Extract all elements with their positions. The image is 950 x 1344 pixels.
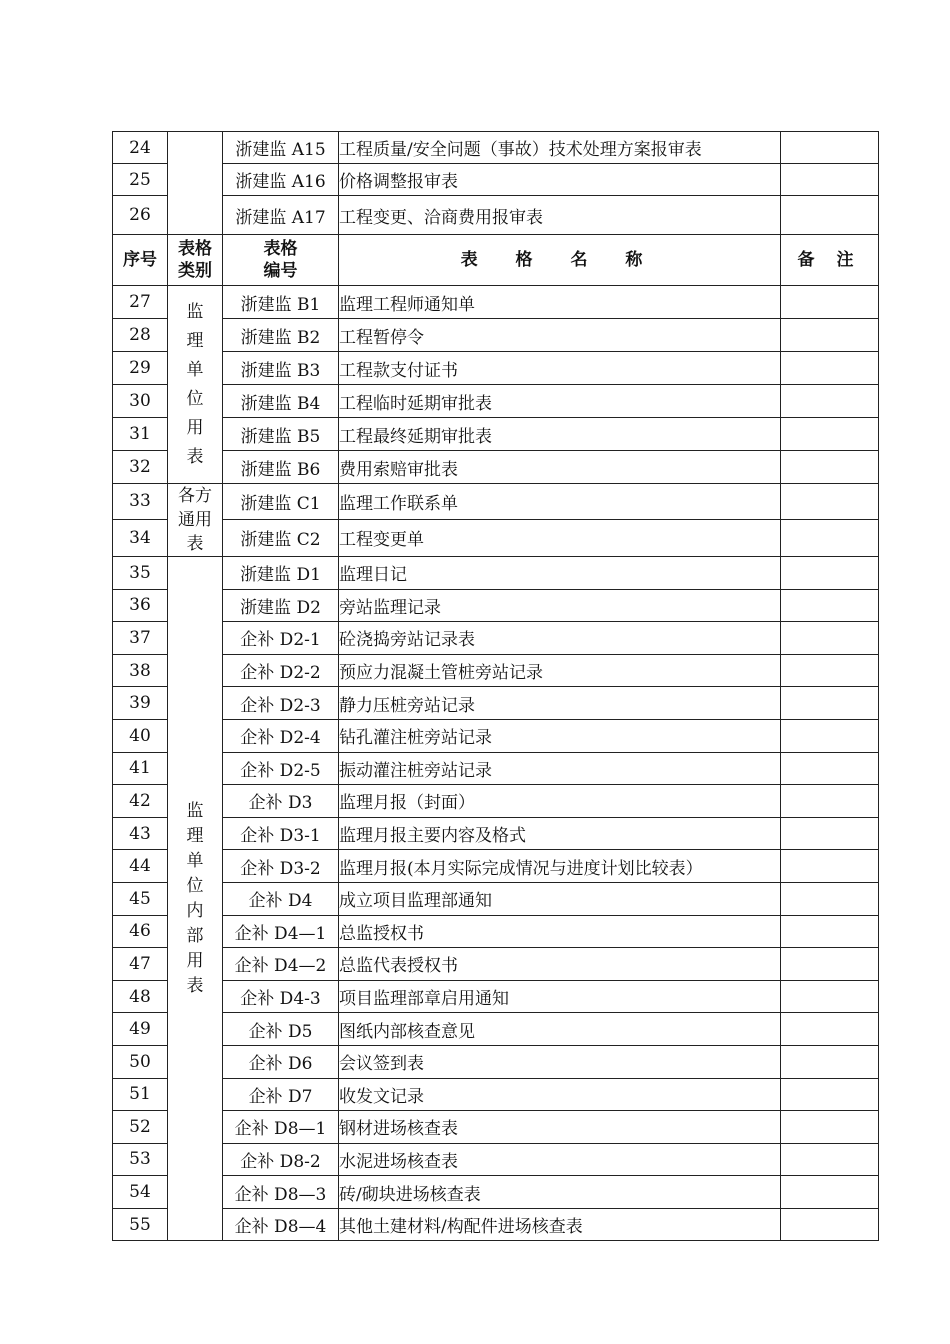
remark-cell (781, 589, 879, 622)
table-row (113, 385, 879, 418)
seq-cell: 48 (113, 980, 168, 1013)
table-row (113, 519, 879, 556)
category-label: 各方通用表 (177, 486, 212, 554)
remark-cell (781, 319, 879, 352)
remark-cell (781, 286, 879, 319)
table-row (113, 915, 879, 948)
header-code: 表格编号 (223, 235, 339, 286)
seq-cell: 43 (113, 817, 168, 850)
name-cell: 工程暂停令 (339, 319, 781, 352)
code-cell: 浙建监 D2 (223, 589, 339, 622)
remark-cell (781, 817, 879, 850)
code-cell: 企补 D3 (223, 785, 339, 818)
name-cell: 旁站监理记录 (339, 589, 781, 622)
remark-cell (781, 164, 879, 196)
category-label: 监理单位内部用表 (186, 800, 204, 996)
name-cell: 费用索赔审批表 (339, 451, 781, 484)
seq-cell: 34 (113, 519, 168, 556)
seq-cell: 26 (113, 196, 168, 235)
remark-cell (781, 915, 879, 948)
seq-cell: 47 (113, 948, 168, 981)
seq-cell: 41 (113, 752, 168, 785)
remark-cell (781, 557, 879, 590)
code-cell: 企补 D4 (223, 882, 339, 915)
table-row (113, 1045, 879, 1078)
table-header-row (113, 235, 879, 286)
remark-cell (781, 654, 879, 687)
code-cell: 企补 D2-3 (223, 687, 339, 720)
seq-cell: 31 (113, 418, 168, 451)
name-cell: 监理月报(本月实际完成情况与进度计划比较表） (339, 850, 781, 883)
code-cell: 企补 D3-2 (223, 850, 339, 883)
table-row (113, 352, 879, 385)
seq-cell: 37 (113, 622, 168, 655)
remark-cell (781, 1013, 879, 1046)
seq-cell: 49 (113, 1013, 168, 1046)
seq-cell: 40 (113, 719, 168, 752)
remark-cell (781, 132, 879, 164)
name-cell: 价格调整报审表 (339, 164, 781, 196)
remark-cell (781, 484, 879, 520)
name-cell: 其他土建材料/构配件进场核查表 (339, 1208, 781, 1241)
table-row (113, 164, 879, 196)
table-row (113, 882, 879, 915)
seq-cell: 38 (113, 654, 168, 687)
table-row (113, 1176, 879, 1209)
code-cell: 企补 D8—4 (223, 1208, 339, 1241)
code-cell: 浙建监 B2 (223, 319, 339, 352)
remark-cell (781, 785, 879, 818)
seq-cell: 36 (113, 589, 168, 622)
table-row (113, 557, 879, 590)
table-row (113, 752, 879, 785)
remark-cell (781, 882, 879, 915)
name-cell: 会议签到表 (339, 1045, 781, 1078)
name-cell: 监理月报主要内容及格式 (339, 817, 781, 850)
code-cell: 浙建监 B5 (223, 418, 339, 451)
name-cell: 图纸内部核查意见 (339, 1013, 781, 1046)
code-cell: 企补 D4—1 (223, 915, 339, 948)
category-cell-empty (168, 132, 223, 235)
code-cell: 浙建监 D1 (223, 557, 339, 590)
remark-cell (781, 352, 879, 385)
remark-cell (781, 385, 879, 418)
table-row (113, 589, 879, 622)
code-cell: 浙建监 B1 (223, 286, 339, 319)
table-row (113, 1208, 879, 1241)
seq-cell: 27 (113, 286, 168, 319)
table-row (113, 687, 879, 720)
name-cell: 总监代表授权书 (339, 948, 781, 981)
header-seq: 序号 (113, 235, 168, 286)
table-row (113, 622, 879, 655)
table-row (113, 451, 879, 484)
table-row (113, 319, 879, 352)
table-row (113, 948, 879, 981)
name-cell: 监理日记 (339, 557, 781, 590)
table-row (113, 850, 879, 883)
remark-cell (781, 980, 879, 1013)
name-cell: 钢材进场核查表 (339, 1111, 781, 1144)
seq-cell: 52 (113, 1111, 168, 1144)
remark-cell (781, 622, 879, 655)
table-row (113, 1143, 879, 1176)
table-row (113, 785, 879, 818)
remark-cell (781, 752, 879, 785)
code-cell: 企补 D8—1 (223, 1111, 339, 1144)
seq-cell: 54 (113, 1176, 168, 1209)
table-row (113, 132, 879, 164)
remark-cell (781, 1143, 879, 1176)
name-cell: 工程最终延期审批表 (339, 418, 781, 451)
code-cell: 企补 D5 (223, 1013, 339, 1046)
seq-cell: 45 (113, 882, 168, 915)
name-cell: 项目监理部章启用通知 (339, 980, 781, 1013)
seq-cell: 24 (113, 132, 168, 164)
seq-cell: 46 (113, 915, 168, 948)
code-cell: 企补 D8-2 (223, 1143, 339, 1176)
remark-cell (781, 519, 879, 556)
remark-cell (781, 1111, 879, 1144)
code-cell: 浙建监 C2 (223, 519, 339, 556)
name-cell: 监理月报（封面） (339, 785, 781, 818)
code-cell: 浙建监 A15 (223, 132, 339, 164)
table-row (113, 286, 879, 319)
code-cell: 浙建监 C1 (223, 484, 339, 520)
seq-cell: 30 (113, 385, 168, 418)
table-row (113, 1013, 879, 1046)
seq-cell: 35 (113, 557, 168, 590)
code-cell: 浙建监 B4 (223, 385, 339, 418)
code-cell: 企补 D2-5 (223, 752, 339, 785)
category-label: 监理单位用表 (186, 301, 204, 467)
table-row (113, 1111, 879, 1144)
name-cell: 工程变更单 (339, 519, 781, 556)
name-cell: 静力压桩旁站记录 (339, 687, 781, 720)
category-cell (168, 286, 223, 484)
remark-cell (781, 451, 879, 484)
forms-index-table (112, 131, 879, 1241)
seq-cell: 33 (113, 484, 168, 520)
name-cell: 工程质量/安全问题（事故）技术处理方案报审表 (339, 132, 781, 164)
table-row (113, 1078, 879, 1111)
name-cell: 监理工作联系单 (339, 484, 781, 520)
code-cell: 企补 D6 (223, 1045, 339, 1078)
table-row (113, 196, 879, 235)
seq-cell: 32 (113, 451, 168, 484)
name-cell: 工程变更、洽商费用报审表 (339, 196, 781, 235)
seq-cell: 42 (113, 785, 168, 818)
seq-cell: 29 (113, 352, 168, 385)
table-row (113, 817, 879, 850)
remark-cell (781, 1208, 879, 1241)
remark-cell (781, 1045, 879, 1078)
code-cell: 企补 D2-1 (223, 622, 339, 655)
remark-cell (781, 948, 879, 981)
seq-cell: 28 (113, 319, 168, 352)
seq-cell: 51 (113, 1078, 168, 1111)
header-name: 表 格 名 称 (339, 235, 781, 286)
code-cell: 企补 D3-1 (223, 817, 339, 850)
remark-cell (781, 687, 879, 720)
category-cell (168, 484, 223, 557)
header-remark: 备 注 (781, 235, 879, 286)
name-cell: 收发文记录 (339, 1078, 781, 1111)
table-row (113, 719, 879, 752)
remark-cell (781, 1078, 879, 1111)
table-row (113, 418, 879, 451)
code-cell: 企补 D4—2 (223, 948, 339, 981)
code-cell: 浙建监 A16 (223, 164, 339, 196)
code-cell: 浙建监 B6 (223, 451, 339, 484)
remark-cell (781, 418, 879, 451)
code-cell: 企补 D4-3 (223, 980, 339, 1013)
name-cell: 监理工程师通知单 (339, 286, 781, 319)
header-category: 表格类别 (168, 235, 223, 286)
name-cell: 砖/砌块进场核查表 (339, 1176, 781, 1209)
remark-cell (781, 850, 879, 883)
name-cell: 成立项目监理部通知 (339, 882, 781, 915)
seq-cell: 55 (113, 1208, 168, 1241)
seq-cell: 53 (113, 1143, 168, 1176)
code-cell: 企补 D2-2 (223, 654, 339, 687)
name-cell: 振动灌注桩旁站记录 (339, 752, 781, 785)
name-cell: 预应力混凝土管桩旁站记录 (339, 654, 781, 687)
seq-cell: 25 (113, 164, 168, 196)
code-cell: 企补 D7 (223, 1078, 339, 1111)
name-cell: 砼浇捣旁站记录表 (339, 622, 781, 655)
name-cell: 水泥进场核查表 (339, 1143, 781, 1176)
seq-cell: 44 (113, 850, 168, 883)
remark-cell (781, 719, 879, 752)
seq-cell: 39 (113, 687, 168, 720)
code-cell: 企补 D2-4 (223, 719, 339, 752)
remark-cell (781, 196, 879, 235)
category-cell (168, 557, 223, 1241)
name-cell: 工程款支付证书 (339, 352, 781, 385)
name-cell: 工程临时延期审批表 (339, 385, 781, 418)
name-cell: 总监授权书 (339, 915, 781, 948)
name-cell: 钻孔灌注桩旁站记录 (339, 719, 781, 752)
remark-cell (781, 1176, 879, 1209)
code-cell: 浙建监 A17 (223, 196, 339, 235)
table-row (113, 980, 879, 1013)
table-row (113, 654, 879, 687)
code-cell: 浙建监 B3 (223, 352, 339, 385)
table-row (113, 484, 879, 520)
code-cell: 企补 D8—3 (223, 1176, 339, 1209)
seq-cell: 50 (113, 1045, 168, 1078)
